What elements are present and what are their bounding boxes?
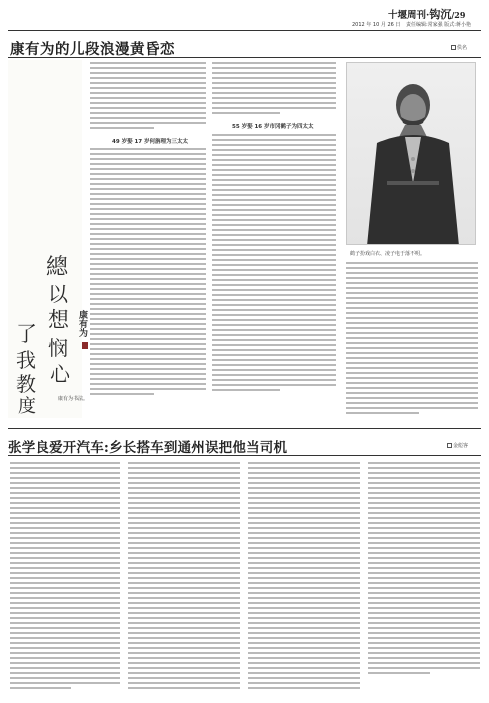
article1-column-2 (212, 62, 336, 402)
editor-line: 责任编辑:常家强 版式:蒋小艳 (406, 22, 471, 28)
article1-author: 佚名 (451, 44, 467, 51)
article1-column-1 (90, 62, 206, 402)
subhead-1: 49 岁娶 17 岁何旃理为三太太 (112, 139, 189, 145)
calligraphy-char: 總 (46, 255, 69, 280)
seal-stamp (82, 342, 88, 349)
masthead-section: 十堰周刊 (388, 10, 427, 21)
column-text (212, 62, 336, 117)
date-line: 2012 年 10 月 26 日 (352, 22, 401, 28)
article2-column-3 (248, 462, 360, 698)
masthead-dateline (352, 21, 471, 28)
column-text (10, 462, 120, 696)
article2-rule (8, 455, 481, 456)
article2-column-2 (128, 462, 240, 698)
calligraphy-char: 想 (48, 308, 69, 332)
calligraphy-text (8, 60, 82, 418)
subhead-2: 55 岁娶 16 岁市冈鹤子为四太太 (232, 124, 314, 130)
masthead-dot: · (426, 10, 430, 21)
article2-headline: 张学良爱开汽车:乡长搭车到通州误把他当司机 (8, 440, 288, 456)
calligraphy-char: 心 (50, 362, 70, 386)
article1-rule (8, 57, 481, 58)
article2-tag: 金彪客 (447, 442, 468, 449)
author-box-icon (451, 45, 456, 50)
portrait-figure-icon (347, 63, 476, 245)
column-text (128, 462, 240, 696)
column-text (90, 148, 206, 398)
calligraphy-caption: 康有为书法。 (58, 396, 89, 402)
column-text (368, 462, 480, 682)
article2-top-rule (8, 428, 481, 429)
tag-box-icon (447, 443, 452, 448)
calligraphy-char: 我 (16, 348, 36, 372)
calligraphy-signature: 康有为 (77, 310, 87, 337)
article2-column-4 (368, 462, 480, 698)
column-text (248, 462, 360, 696)
calligraphy-char: 了 (16, 322, 37, 346)
masthead-title (388, 6, 465, 22)
column-text (346, 262, 478, 418)
column-text (90, 62, 206, 134)
calligraphy-char: 悯 (48, 336, 68, 360)
calligraphy-char: 教 (16, 372, 36, 396)
article1-headline: 康有为的儿段浪漫黄昏恋 (10, 41, 175, 58)
calligraphy-image (8, 60, 82, 418)
article2-column-1 (10, 462, 120, 698)
masthead-column: 钩沉 (429, 8, 452, 21)
masthead-page: /29 (451, 10, 466, 20)
column-text (212, 134, 336, 398)
masthead-rule (8, 30, 481, 31)
article1-column-3 (346, 262, 478, 422)
portrait-caption: 鹤子扮戏白衣、凌子电于落不明。 (350, 251, 426, 257)
portrait-photo (346, 62, 476, 245)
calligraphy-char: 以 (48, 282, 68, 306)
calligraphy-char: 度 (18, 396, 36, 417)
